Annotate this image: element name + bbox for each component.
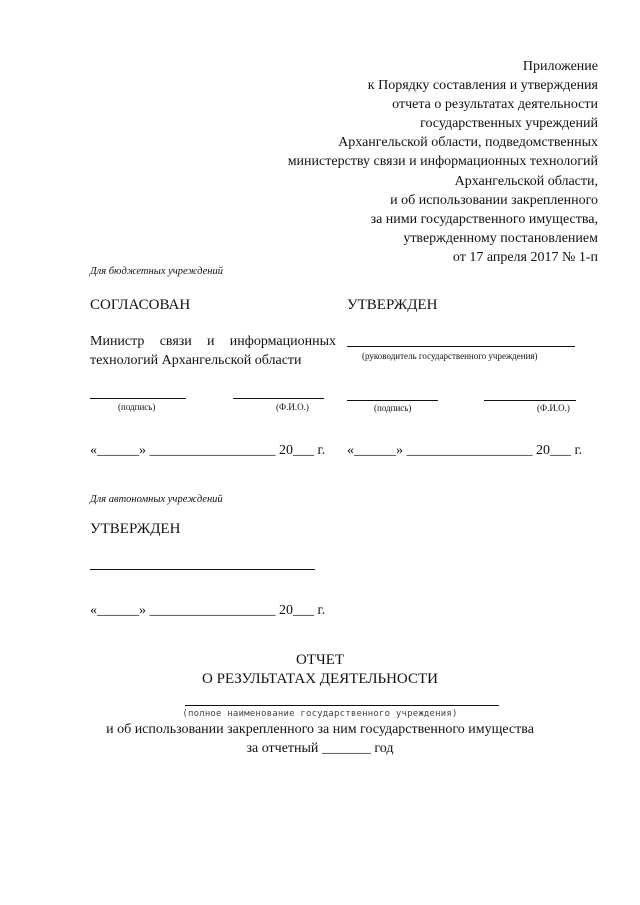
approved-name-caption: (Ф.И.О.) [537, 403, 570, 413]
budget-note: Для бюджетных учреждений [90, 266, 223, 277]
appendix-line: министерству связи и информационных технологий [287, 154, 598, 170]
appendix-line: к Порядку составления и утверждения [367, 78, 598, 94]
report-line2: за отчетный _______ год [246, 741, 394, 756]
appendix-line: за ними государственного имущества, [370, 211, 598, 227]
approved-signature-line [347, 400, 438, 401]
agreed-name-line [233, 398, 324, 399]
appendix-line: утвержденному постановлением [403, 230, 598, 246]
report-line1: и об использовании закрепленного за ним государственного имущества [106, 722, 534, 737]
approved-title: УТВЕРЖДЕН [347, 297, 438, 313]
appendix-line: отчета о результатах деятельности [392, 97, 598, 113]
approved-date: «______» __________________ 20___ г. [347, 443, 583, 458]
institution-name-line [185, 705, 499, 706]
appendix-line: государственных учреждений [420, 116, 598, 132]
autonomous-signature-line [90, 569, 315, 570]
minister-line: Министр связи и информационных [90, 334, 336, 349]
autonomous-date: «______» __________________ 20___ г. [90, 603, 326, 618]
appendix-block [288, 57, 598, 267]
agreed-name-caption: (Ф.И.О.) [276, 402, 309, 412]
appendix-line: Приложение [522, 59, 598, 74]
agreed-title: СОГЛАСОВАН [90, 297, 191, 313]
head-caption: (руководитель государственного учреждения) [362, 351, 538, 361]
autonomous-note: Для автономных учреждений [90, 494, 223, 505]
minister-block [90, 332, 336, 370]
minister-line: технологий Архангельской области [90, 353, 302, 368]
autonomous-approved-title: УТВЕРЖДЕН [90, 521, 181, 537]
report-subtitle: О РЕЗУЛЬТАТАХ ДЕЯТЕЛЬНОСТИ [202, 671, 438, 687]
appendix-line: от 17 апреля 2017 № 1-п [452, 249, 598, 265]
appendix-line: и об использовании закрепленного [390, 192, 598, 208]
appendix-line: Архангельской области, подведомственных [338, 135, 598, 151]
head-signature-line [347, 346, 575, 347]
agreed-date: «______» __________________ 20___ г. [90, 443, 326, 458]
approved-name-line [484, 400, 576, 401]
agreed-signature-caption: (подпись) [118, 402, 156, 412]
appendix-line: Архангельской области, [454, 173, 598, 189]
agreed-signature-line [90, 398, 186, 399]
report-title: ОТЧЕТ [295, 652, 345, 668]
approved-signature-caption: (подпись) [374, 403, 412, 413]
institution-name-caption: (полное наименование государственного учреждения) [182, 709, 458, 719]
